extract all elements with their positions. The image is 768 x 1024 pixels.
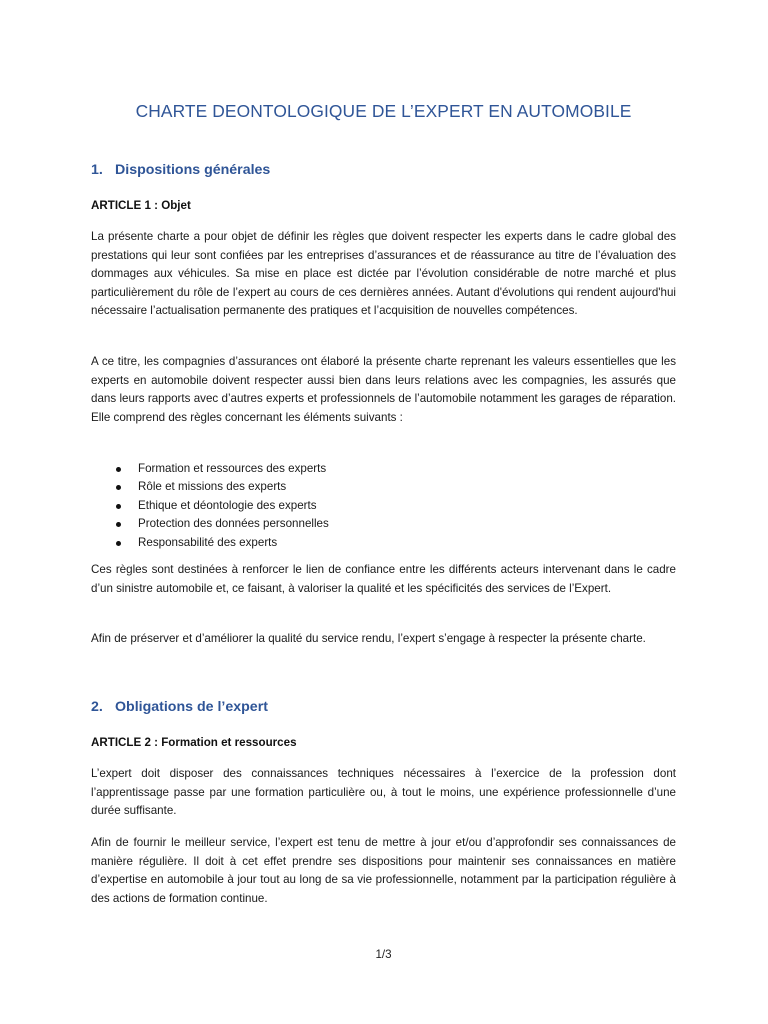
list-item: Formation et ressources des experts xyxy=(91,460,676,478)
article-1-paragraph-4: Afin de préserver et d’améliorer la qualité du service rendu, l’expert s’engage à respecter la présente charte. xyxy=(91,632,646,645)
bullet-icon xyxy=(116,485,121,490)
section-number: 2. xyxy=(91,699,103,715)
article-2-label: ARTICLE 2 : Formation et ressources xyxy=(91,736,297,749)
article-1-paragraph-2: A ce titre, les compagnies d’assurances ont élaboré la présente charte reprenant les valeurs essentielles que les experts en automobile doivent respecter aussi bien dans leurs relations avec les compagnies, les assurés que dans leurs rapports avec d’autres experts et professionnels de l’automobile notamment les garages de réparation. Elle comprend des règles concernant les éléments suivants : xyxy=(91,355,676,424)
list-item: Responsabilité des experts xyxy=(91,534,676,552)
section-title: Dispositions générales xyxy=(115,162,271,178)
elements-list xyxy=(91,460,676,552)
document-title: CHARTE DEONTOLOGIQUE DE L’EXPERT EN AUTOMOBILE xyxy=(135,101,632,121)
bullet-icon xyxy=(116,504,121,509)
list-item: Rôle et missions des experts xyxy=(91,478,676,496)
list-item: Protection des données personnelles xyxy=(91,515,676,533)
article-1-paragraph-1: La présente charte a pour objet de définir les règles que doivent respecter les experts dans le cadre global des prestations qui leur sont confiées par les entreprises d’assurances et de réassurance au titre de l’évaluation des dommages aux véhicules. Sa mise en place est dictée par l’évolution considérable de notre marché et plus particulièrement du rôle de l’expert au cours de ces dernières années. Autant d'évolutions qui rendent aujourd'hui nécessaire l’actualisation permanente des pratiques et l’acquisition de nouvelles compétences. xyxy=(91,230,676,318)
section-number: 1. xyxy=(91,162,103,178)
bullet-icon xyxy=(116,467,121,472)
bullet-icon xyxy=(116,541,121,546)
article-1-label: ARTICLE 1 : Objet xyxy=(91,199,191,212)
section-heading-dispositions xyxy=(91,162,270,178)
section-title: Obligations de l’expert xyxy=(115,699,268,715)
article-1-paragraph-3: Ces règles sont destinées à renforcer le lien de confiance entre les différents acteurs intervenant dans le cadre d’un sinistre automobile et, ce faisant, à valoriser la qualité et les spécificités des services de l’Expert. xyxy=(91,563,676,595)
list-item: Ethique et déontologie des experts xyxy=(91,497,676,515)
article-2-paragraph-2: Afin de fournir le meilleur service, l’expert est tenu de mettre à jour et/ou d’approfondir ses connaissances de manière régulière. Il doit à cet effet prendre ses dispositions pour maintenir ses connaissances en matière d’expertise en automobile à jour tout au long de sa vie professionnelle, notamment par la participation régulière à des actions de formation continue. xyxy=(91,836,676,905)
page-number: 1/3 xyxy=(375,948,392,961)
section-heading-obligations xyxy=(91,699,268,715)
bullet-icon xyxy=(116,522,121,527)
article-2-paragraph-1: L’expert doit disposer des connaissances techniques nécessaires à l’exercice de la profession dont l’apprentissage passe par une formation particulière ou, à tout le moins, une expérience professionnelle d’une durée suffisante. xyxy=(91,767,676,818)
